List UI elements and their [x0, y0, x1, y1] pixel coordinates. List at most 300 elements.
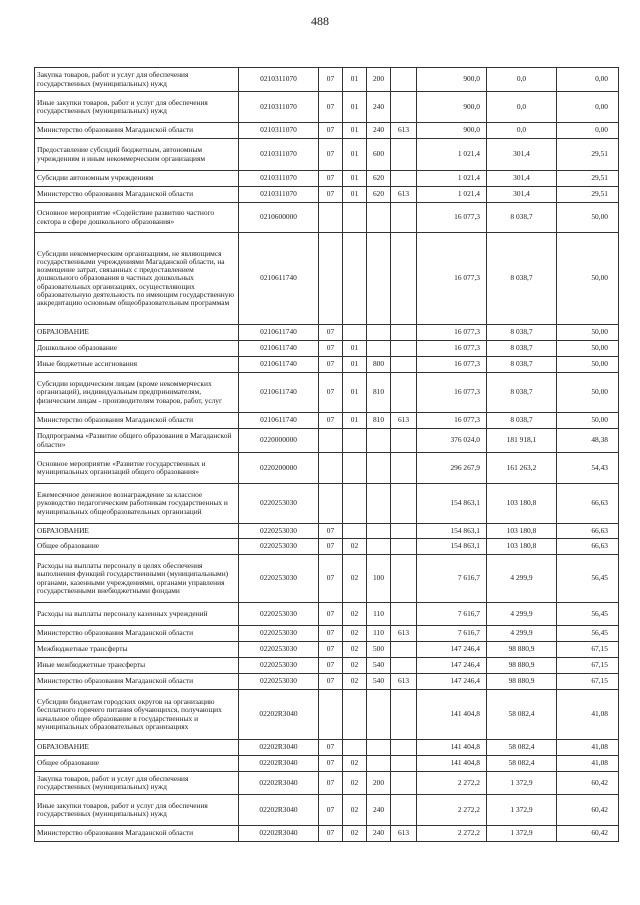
- target-code: 02202R3040: [239, 795, 319, 826]
- expense-name: Министерство образования Магаданской области: [35, 674, 239, 690]
- subsection-code: 02: [343, 539, 367, 555]
- executed-amount: 161 263,2: [487, 453, 557, 484]
- execution-percent: 54,43: [557, 453, 619, 484]
- subsection-code: 02: [343, 772, 367, 795]
- target-code: 0220253030: [239, 658, 319, 674]
- execution-percent: 56,45: [557, 603, 619, 626]
- target-code: 0210311070: [239, 187, 319, 203]
- administrator-code: [391, 453, 417, 484]
- execution-percent: 29,51: [557, 171, 619, 187]
- expense-type-code: 810: [367, 373, 391, 413]
- subsection-code: 02: [343, 674, 367, 690]
- section-code: 07: [319, 642, 343, 658]
- subsection-code: 02: [343, 555, 367, 603]
- expense-type-code: 620: [367, 171, 391, 187]
- expense-type-code: 500: [367, 642, 391, 658]
- planned-amount: 900,0: [417, 92, 487, 123]
- administrator-code: [391, 357, 417, 373]
- planned-amount: 900,0: [417, 68, 487, 92]
- target-code: 02202R3040: [239, 740, 319, 756]
- table-row: [35, 139, 619, 171]
- target-code: 0210600000: [239, 203, 319, 233]
- target-code: 02202R3040: [239, 826, 319, 842]
- planned-amount: 154 863,1: [417, 524, 487, 539]
- expense-name: Подпрограмма «Развитие общего образования в Магаданской области»: [35, 429, 239, 453]
- table-row: [35, 92, 619, 123]
- administrator-code: 613: [391, 826, 417, 842]
- planned-amount: 7 616,7: [417, 555, 487, 603]
- section-code: [319, 429, 343, 453]
- executed-amount: 8 038,7: [487, 357, 557, 373]
- section-code: 07: [319, 123, 343, 139]
- section-code: 07: [319, 68, 343, 92]
- table-row: [35, 171, 619, 187]
- executed-amount: 0,0: [487, 68, 557, 92]
- administrator-code: [391, 373, 417, 413]
- execution-percent: 50,00: [557, 325, 619, 341]
- administrator-code: [391, 171, 417, 187]
- target-code: 0220200000: [239, 453, 319, 484]
- target-code: 02202R3040: [239, 772, 319, 795]
- execution-percent: 29,51: [557, 187, 619, 203]
- expense-name: ОБРАЗОВАНИЕ: [35, 325, 239, 341]
- table-row: [35, 413, 619, 429]
- planned-amount: 1 021,4: [417, 139, 487, 171]
- expense-type-code: 240: [367, 795, 391, 826]
- execution-percent: 50,00: [557, 357, 619, 373]
- section-code: 07: [319, 772, 343, 795]
- section-code: 07: [319, 603, 343, 626]
- expense-name: Закупка товаров, работ и услуг для обеспечения государственных (муниципальных) нужд: [35, 68, 239, 92]
- expense-name: Закупка товаров, работ и услуг для обеспечения государственных (муниципальных) нужд: [35, 772, 239, 795]
- section-code: 07: [319, 658, 343, 674]
- planned-amount: 154 863,1: [417, 539, 487, 555]
- executed-amount: 1 372,9: [487, 795, 557, 826]
- subsection-code: 01: [343, 92, 367, 123]
- table-row: [35, 341, 619, 357]
- section-code: 07: [319, 795, 343, 826]
- administrator-code: [391, 341, 417, 357]
- subsection-code: 02: [343, 626, 367, 642]
- expense-name: Субсидии автономным учреждениям: [35, 171, 239, 187]
- subsection-code: 01: [343, 357, 367, 373]
- administrator-code: [391, 233, 417, 325]
- subsection-code: [343, 203, 367, 233]
- expense-name: Министерство образования Магаданской области: [35, 826, 239, 842]
- expense-name: Иные бюджетные ассигнования: [35, 357, 239, 373]
- administrator-code: [391, 68, 417, 92]
- expense-name: Иные межбюджетные трансферты: [35, 658, 239, 674]
- section-code: 07: [319, 341, 343, 357]
- section-code: [319, 233, 343, 325]
- subsection-code: 02: [343, 642, 367, 658]
- executed-amount: 0,0: [487, 92, 557, 123]
- execution-percent: 67,15: [557, 674, 619, 690]
- subsection-code: 01: [343, 373, 367, 413]
- subsection-code: 01: [343, 139, 367, 171]
- planned-amount: 16 077,3: [417, 203, 487, 233]
- section-code: [319, 453, 343, 484]
- expense-name: Основное мероприятие «Содействие развитию частного сектора в сфере дошкольного образования»: [35, 203, 239, 233]
- expense-name: Основное мероприятие «Развитие государственных и муниципальных организаций общего образования»: [35, 453, 239, 484]
- table-row: [35, 203, 619, 233]
- target-code: 02202R3040: [239, 690, 319, 740]
- table-row: [35, 626, 619, 642]
- expense-name: Министерство образования Магаданской области: [35, 626, 239, 642]
- subsection-code: 02: [343, 756, 367, 772]
- execution-percent: 66,63: [557, 524, 619, 539]
- table-body: [35, 68, 619, 842]
- expense-type-code: 810: [367, 413, 391, 429]
- administrator-code: 613: [391, 626, 417, 642]
- planned-amount: 16 077,3: [417, 233, 487, 325]
- executed-amount: 8 038,7: [487, 325, 557, 341]
- administrator-code: [391, 429, 417, 453]
- section-code: [319, 203, 343, 233]
- target-code: 0210611740: [239, 357, 319, 373]
- table-row: [35, 373, 619, 413]
- planned-amount: 1 021,4: [417, 171, 487, 187]
- planned-amount: 16 077,3: [417, 357, 487, 373]
- planned-amount: 16 077,3: [417, 373, 487, 413]
- expense-name: Дошкольное образование: [35, 341, 239, 357]
- execution-percent: 56,45: [557, 626, 619, 642]
- target-code: 0210611740: [239, 325, 319, 341]
- target-code: 0220253030: [239, 603, 319, 626]
- target-code: 0220253030: [239, 674, 319, 690]
- expense-name: Общее образование: [35, 539, 239, 555]
- executed-amount: 4 299,9: [487, 603, 557, 626]
- subsection-code: [343, 740, 367, 756]
- execution-percent: 60,42: [557, 826, 619, 842]
- target-code: 0210611740: [239, 341, 319, 357]
- section-code: 07: [319, 756, 343, 772]
- table-row: [35, 187, 619, 203]
- section-code: 07: [319, 740, 343, 756]
- planned-amount: 1 021,4: [417, 187, 487, 203]
- table-row: [35, 772, 619, 795]
- expense-name: Министерство образования Магаданской области: [35, 187, 239, 203]
- planned-amount: 147 246,4: [417, 658, 487, 674]
- administrator-code: [391, 539, 417, 555]
- table-row: [35, 484, 619, 524]
- subsection-code: 02: [343, 658, 367, 674]
- table-row: [35, 123, 619, 139]
- execution-percent: 60,42: [557, 795, 619, 826]
- table-row: [35, 603, 619, 626]
- expense-type-code: 600: [367, 139, 391, 171]
- executed-amount: 58 082,4: [487, 756, 557, 772]
- section-code: 07: [319, 92, 343, 123]
- subsection-code: 01: [343, 123, 367, 139]
- section-code: 07: [319, 524, 343, 539]
- administrator-code: [391, 555, 417, 603]
- target-code: 0210311070: [239, 123, 319, 139]
- administrator-code: 613: [391, 413, 417, 429]
- execution-percent: 41,08: [557, 756, 619, 772]
- table-row: [35, 68, 619, 92]
- page-number: 488: [311, 14, 329, 28]
- section-code: 07: [319, 171, 343, 187]
- execution-percent: 0,00: [557, 68, 619, 92]
- section-code: 07: [319, 674, 343, 690]
- table-row: [35, 740, 619, 756]
- administrator-code: [391, 756, 417, 772]
- administrator-code: 613: [391, 674, 417, 690]
- execution-percent: 50,00: [557, 373, 619, 413]
- target-code: 0220253030: [239, 484, 319, 524]
- planned-amount: 376 024,0: [417, 429, 487, 453]
- table-row: [35, 555, 619, 603]
- expense-type-code: [367, 524, 391, 539]
- administrator-code: [391, 203, 417, 233]
- planned-amount: 2 272,2: [417, 795, 487, 826]
- target-code: 0220253030: [239, 539, 319, 555]
- subsection-code: 01: [343, 187, 367, 203]
- execution-percent: 50,00: [557, 413, 619, 429]
- execution-percent: 41,08: [557, 690, 619, 740]
- execution-percent: 50,00: [557, 341, 619, 357]
- expense-type-code: [367, 539, 391, 555]
- planned-amount: 296 267,9: [417, 453, 487, 484]
- expense-name: ОБРАЗОВАНИЕ: [35, 740, 239, 756]
- section-code: 07: [319, 357, 343, 373]
- planned-amount: 141 404,8: [417, 756, 487, 772]
- executed-amount: 301,4: [487, 171, 557, 187]
- executed-amount: 8 038,7: [487, 373, 557, 413]
- target-code: 0210611740: [239, 413, 319, 429]
- target-code: 0210311070: [239, 139, 319, 171]
- table-row: [35, 642, 619, 658]
- expense-type-code: 540: [367, 658, 391, 674]
- section-code: 07: [319, 139, 343, 171]
- executed-amount: 4 299,9: [487, 626, 557, 642]
- target-code: 02202R3040: [239, 756, 319, 772]
- planned-amount: 900,0: [417, 123, 487, 139]
- table-row: [35, 674, 619, 690]
- expense-name: Субсидии юридическим лицам (кроме некоммерческих организаций), индивидуальным предпринимателям, физическим лицам - производителям товаров, работ, услуг: [35, 373, 239, 413]
- subsection-code: [343, 690, 367, 740]
- expense-type-code: 110: [367, 626, 391, 642]
- table-row: [35, 826, 619, 842]
- subsection-code: [343, 453, 367, 484]
- executed-amount: 8 038,7: [487, 203, 557, 233]
- administrator-code: [391, 795, 417, 826]
- table-row: [35, 453, 619, 484]
- subsection-code: [343, 233, 367, 325]
- planned-amount: 2 272,2: [417, 826, 487, 842]
- administrator-code: [391, 325, 417, 341]
- expense-type-code: 800: [367, 357, 391, 373]
- execution-percent: 41,08: [557, 740, 619, 756]
- expense-type-code: 110: [367, 603, 391, 626]
- section-code: 07: [319, 539, 343, 555]
- expense-type-code: 240: [367, 826, 391, 842]
- expense-type-code: [367, 233, 391, 325]
- planned-amount: 147 246,4: [417, 674, 487, 690]
- execution-percent: 50,00: [557, 203, 619, 233]
- subsection-code: 01: [343, 413, 367, 429]
- target-code: 0210311070: [239, 68, 319, 92]
- section-code: 07: [319, 413, 343, 429]
- expense-name: Межбюджетные трансферты: [35, 642, 239, 658]
- execution-percent: 66,63: [557, 484, 619, 524]
- execution-percent: 29,51: [557, 139, 619, 171]
- expense-name: Предоставление субсидий бюджетным, автономным учреждениям и иным некоммерческим организациям: [35, 139, 239, 171]
- executed-amount: 98 880,9: [487, 674, 557, 690]
- expense-name: Субсидии некоммерческим организациям, не являющимся государственными учреждениями Магаданской области, на возмещение затрат, связанных с предоставлением дошкольного образования в частных дошкольных образовательных организациях, осуществляющих образовательную деятельность по имеющим государственную аккредитацию основным общеобразовательным программам: [35, 233, 239, 325]
- execution-percent: 56,45: [557, 555, 619, 603]
- executed-amount: 98 880,9: [487, 658, 557, 674]
- planned-amount: 141 404,8: [417, 690, 487, 740]
- target-code: 0220253030: [239, 555, 319, 603]
- subsection-code: [343, 325, 367, 341]
- expense-type-code: 200: [367, 772, 391, 795]
- expense-type-code: [367, 690, 391, 740]
- planned-amount: 147 246,4: [417, 642, 487, 658]
- expense-name: Субсидии бюджетам городских округов на организацию бесплатного горячего питания обучающихся, получающих начальное общее образование в государственных и муниципальных образовательных организациях: [35, 690, 239, 740]
- executed-amount: 4 299,9: [487, 555, 557, 603]
- administrator-code: [391, 92, 417, 123]
- subsection-code: 01: [343, 341, 367, 357]
- administrator-code: 613: [391, 123, 417, 139]
- table-row: [35, 795, 619, 826]
- administrator-code: [391, 642, 417, 658]
- table-row: [35, 690, 619, 740]
- planned-amount: 141 404,8: [417, 740, 487, 756]
- table-row: [35, 756, 619, 772]
- administrator-code: [391, 139, 417, 171]
- execution-percent: 50,00: [557, 233, 619, 325]
- expense-type-code: [367, 740, 391, 756]
- executed-amount: 1 372,9: [487, 826, 557, 842]
- administrator-code: [391, 658, 417, 674]
- administrator-code: [391, 772, 417, 795]
- executed-amount: 8 038,7: [487, 413, 557, 429]
- executed-amount: 301,4: [487, 139, 557, 171]
- planned-amount: 2 272,2: [417, 772, 487, 795]
- planned-amount: 16 077,3: [417, 341, 487, 357]
- executed-amount: 8 038,7: [487, 341, 557, 357]
- executed-amount: 98 880,9: [487, 642, 557, 658]
- table-row: [35, 429, 619, 453]
- section-code: [319, 690, 343, 740]
- expense-type-code: [367, 429, 391, 453]
- expense-type-code: [367, 341, 391, 357]
- target-code: 0210311070: [239, 171, 319, 187]
- expense-name: Министерство образования Магаданской области: [35, 413, 239, 429]
- executed-amount: 0,0: [487, 123, 557, 139]
- subsection-code: [343, 524, 367, 539]
- expense-name: Расходы на выплаты персоналу казенных учреждений: [35, 603, 239, 626]
- subsection-code: 02: [343, 826, 367, 842]
- executed-amount: 301,4: [487, 187, 557, 203]
- subsection-code: 01: [343, 68, 367, 92]
- planned-amount: 7 616,7: [417, 603, 487, 626]
- planned-amount: 16 077,3: [417, 413, 487, 429]
- expense-type-code: 240: [367, 123, 391, 139]
- executed-amount: 103 180,8: [487, 539, 557, 555]
- executed-amount: 1 372,9: [487, 772, 557, 795]
- administrator-code: [391, 524, 417, 539]
- executed-amount: 103 180,8: [487, 484, 557, 524]
- table-row: [35, 539, 619, 555]
- planned-amount: 16 077,3: [417, 325, 487, 341]
- administrator-code: [391, 690, 417, 740]
- section-code: 07: [319, 555, 343, 603]
- subsection-code: 01: [343, 171, 367, 187]
- expense-type-code: [367, 484, 391, 524]
- execution-percent: 60,42: [557, 772, 619, 795]
- section-code: 07: [319, 325, 343, 341]
- expense-type-code: [367, 325, 391, 341]
- section-code: 07: [319, 187, 343, 203]
- expense-name: Иные закупки товаров, работ и услуг для обеспечения государственных (муниципальных) нужд: [35, 795, 239, 826]
- expense-type-code: 540: [367, 674, 391, 690]
- expense-type-code: 100: [367, 555, 391, 603]
- expense-name: ОБРАЗОВАНИЕ: [35, 524, 239, 539]
- executed-amount: 103 180,8: [487, 524, 557, 539]
- planned-amount: 154 863,1: [417, 484, 487, 524]
- expense-type-code: [367, 203, 391, 233]
- table-row: [35, 357, 619, 373]
- target-code: 0210611740: [239, 373, 319, 413]
- target-code: 0220253030: [239, 642, 319, 658]
- administrator-code: [391, 484, 417, 524]
- administrator-code: 613: [391, 187, 417, 203]
- expense-name: Министерство образования Магаданской области: [35, 123, 239, 139]
- execution-percent: 66,63: [557, 539, 619, 555]
- execution-percent: 67,15: [557, 642, 619, 658]
- expense-type-code: 620: [367, 187, 391, 203]
- expense-type-code: 200: [367, 68, 391, 92]
- subsection-code: 02: [343, 603, 367, 626]
- subsection-code: [343, 484, 367, 524]
- expense-name: Расходы на выплаты персоналу в целях обеспечения выполнения функций государственными (муниципальными) органами, казенными учреждениями, органами управления государственными внебюджетными фондами: [35, 555, 239, 603]
- execution-percent: 0,00: [557, 123, 619, 139]
- table-row: [35, 233, 619, 325]
- expense-type-code: 240: [367, 92, 391, 123]
- planned-amount: 7 616,7: [417, 626, 487, 642]
- table-row: [35, 524, 619, 539]
- expense-name: Общее образование: [35, 756, 239, 772]
- execution-percent: 48,38: [557, 429, 619, 453]
- target-code: 0210611740: [239, 233, 319, 325]
- executed-amount: 181 918,1: [487, 429, 557, 453]
- target-code: 0220000000: [239, 429, 319, 453]
- target-code: 0220253030: [239, 524, 319, 539]
- table-row: [35, 325, 619, 341]
- executed-amount: 58 082,4: [487, 690, 557, 740]
- section-code: [319, 484, 343, 524]
- execution-percent: 0,00: [557, 92, 619, 123]
- executed-amount: 58 082,4: [487, 740, 557, 756]
- target-code: 0220253030: [239, 626, 319, 642]
- section-code: 07: [319, 826, 343, 842]
- section-code: 07: [319, 373, 343, 413]
- execution-percent: 67,15: [557, 658, 619, 674]
- section-code: 07: [319, 626, 343, 642]
- subsection-code: 02: [343, 795, 367, 826]
- administrator-code: [391, 740, 417, 756]
- expense-type-code: [367, 453, 391, 484]
- table-row: [35, 658, 619, 674]
- expense-name: Иные закупки товаров, работ и услуг для обеспечения государственных (муниципальных) нужд: [35, 92, 239, 123]
- expense-type-code: [367, 756, 391, 772]
- subsection-code: [343, 429, 367, 453]
- administrator-code: [391, 603, 417, 626]
- target-code: 0210311070: [239, 92, 319, 123]
